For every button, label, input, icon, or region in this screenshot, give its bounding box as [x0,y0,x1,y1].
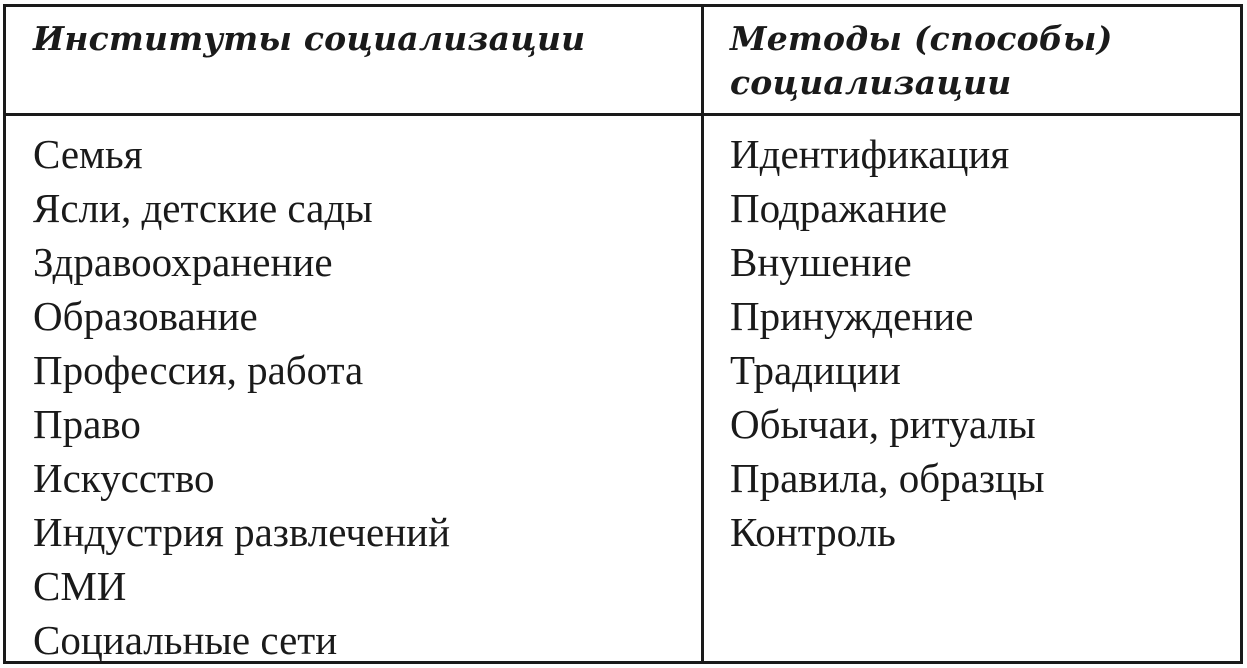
list-item: Право [33,401,141,447]
institutions-list [33,127,693,667]
list-item: Семья [33,131,143,177]
socialization-table [3,4,1243,664]
list-item: СМИ [33,563,127,609]
list-item: Образование [33,293,258,339]
list-item: Традиции [730,347,901,393]
list-item: Ясли, детские сады [33,185,373,231]
header-methods: Методы (способы) социализации [730,19,1113,102]
list-item: Социальные сети [33,617,338,663]
list-item: Принуждение [730,293,974,339]
header-institutions: Институты социализации [33,19,586,58]
list-item: Профессия, работа [33,347,364,393]
list-item: Правила, образцы [730,455,1045,501]
header-divider [6,113,1240,116]
column-divider [701,7,704,661]
list-item: Подражание [730,185,948,231]
list-item: Обычаи, ритуалы [730,401,1036,447]
list-item: Контроль [730,509,896,555]
list-item: Здравоохранение [33,239,333,285]
list-item: Искусство [33,455,215,501]
list-item: Идентификация [730,131,1010,177]
list-item: Внушение [730,239,912,285]
methods-list [730,127,1230,559]
list-item: Индустрия развлечений [33,509,451,555]
